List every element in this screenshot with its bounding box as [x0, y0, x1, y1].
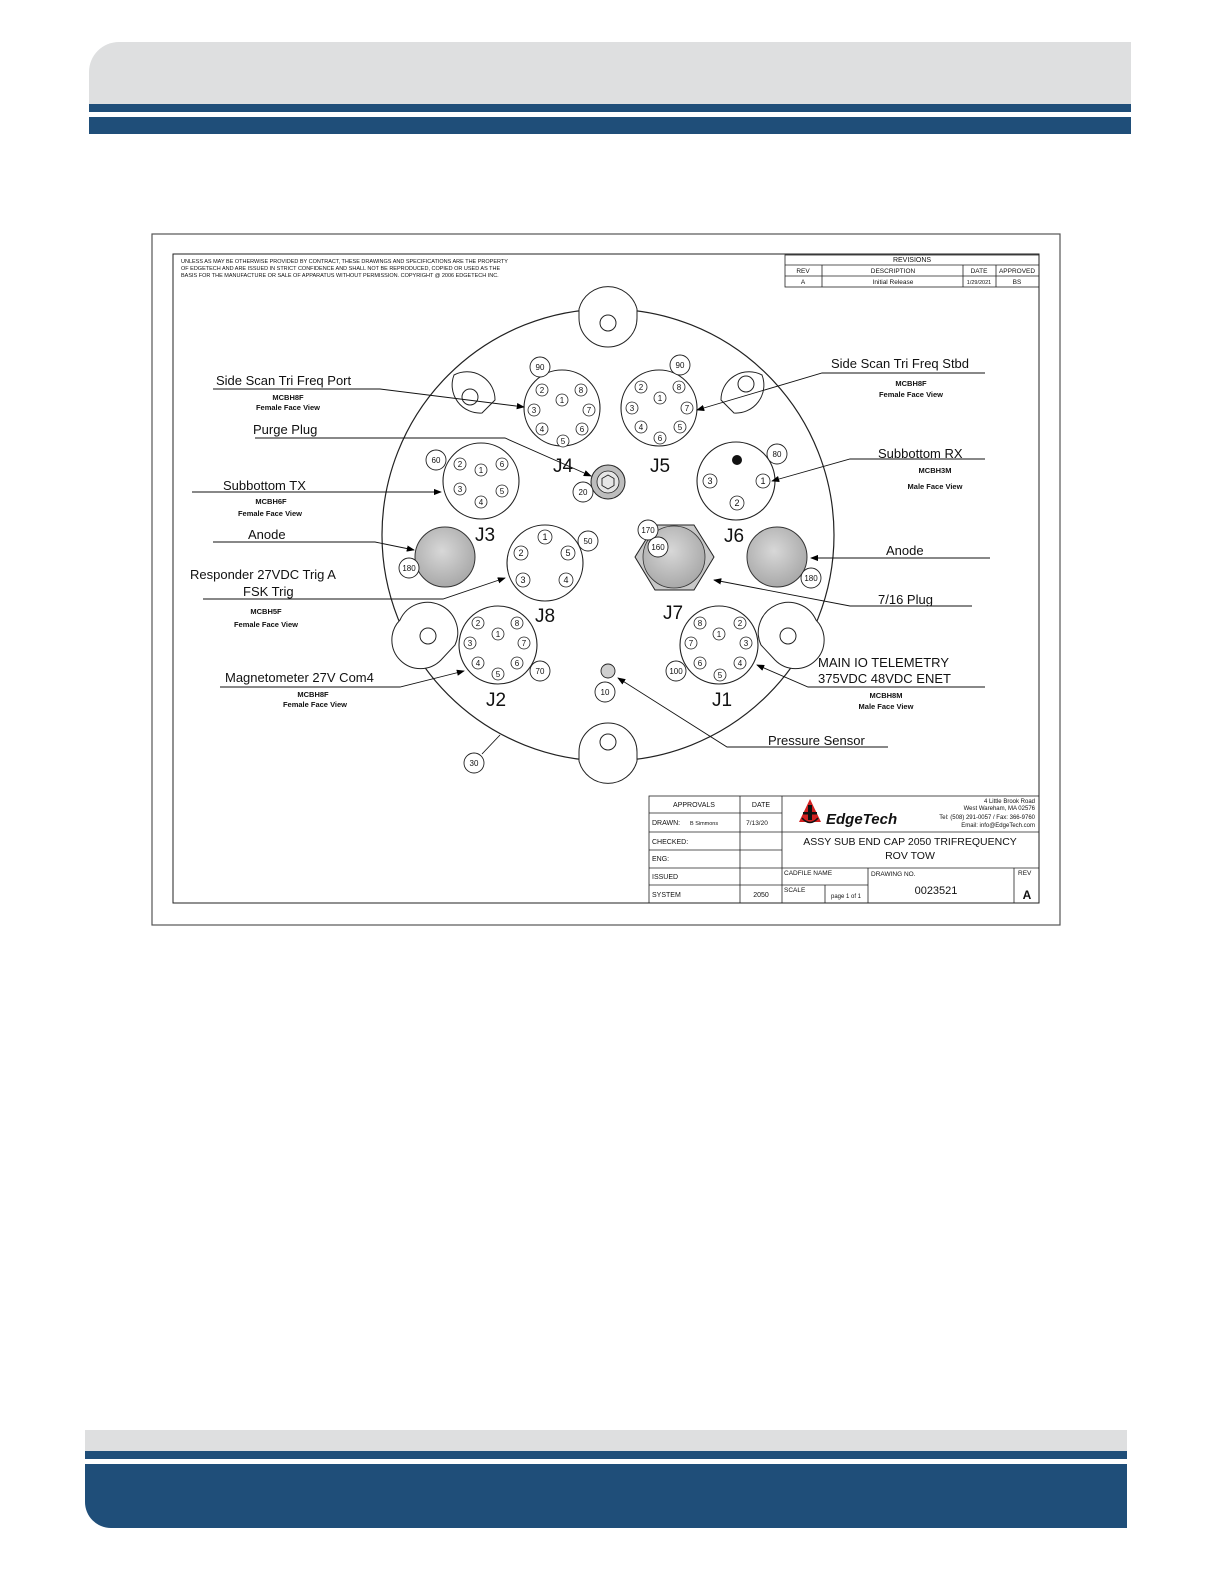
- address-line-2: West Wareham, MA 02576: [963, 806, 1035, 812]
- j3-pin: 3: [457, 485, 463, 494]
- description-cell: Initial Release: [872, 279, 914, 286]
- j7-label: J7: [662, 603, 684, 624]
- side-scan-port-title: Side Scan Tri Freq Port: [216, 373, 352, 388]
- anode-left: [415, 527, 475, 587]
- copyright-line-1: UNLESS AS MAY BE OTHERWISE PROVIDED BY CONTRACT, THESE DRAWINGS AND SPECIFICATIONS ARE THE PROPERTY: [181, 259, 508, 265]
- j2-pin: 3: [467, 639, 473, 648]
- magnetometer-title: Magnetometer 27V Com4: [225, 670, 374, 685]
- j5-pin: 6: [657, 434, 663, 443]
- j2-pin: 4: [475, 659, 481, 668]
- page-number: page 1 of 1: [830, 894, 862, 900]
- eng-label: ENG:: [652, 856, 670, 863]
- approvals-header: APPROVALS: [673, 802, 715, 809]
- balloon-pressure: 10: [600, 688, 610, 697]
- balloon-j8: 50: [583, 537, 593, 546]
- address-line-1: 4 Little Brook Road: [983, 799, 1035, 805]
- balloon-anode-right: 180: [804, 574, 818, 583]
- j4-label: J4: [552, 456, 574, 477]
- balloon-j2: 70: [535, 667, 545, 676]
- header-stripe: [89, 104, 1131, 112]
- revisions-title: REVISIONS: [892, 257, 932, 264]
- j2-pin: 7: [521, 639, 527, 648]
- copyright-line-3: BASIS FOR THE MANUFACTURE OR SALE OF APPARATUS WITHOUT PERMISSION. COPYRIGHT @ 2006 EDGETECH INC.: [181, 273, 499, 279]
- responder-title-line2: FSK Trig: [243, 584, 294, 599]
- anode-left-title: Anode: [248, 527, 286, 542]
- j4-pin: 2: [539, 386, 545, 395]
- cadfile-label: CADFILE NAME: [784, 870, 833, 877]
- j3-pin: 6: [499, 460, 505, 469]
- side-scan-port-part: MCBH8F: [272, 393, 304, 402]
- address-line-3: Tel: (508) 291-0057 / Fax: 366-9760: [939, 815, 1035, 821]
- j4-pin: 4: [539, 425, 545, 434]
- j3-pin: 4: [478, 498, 484, 507]
- j8-pin: 2: [518, 548, 524, 558]
- j3-pin: 1: [478, 466, 484, 475]
- main-io-title-line1: MAIN IO TELEMETRY: [818, 655, 949, 670]
- j5-label: J5: [649, 456, 671, 477]
- scale-label: SCALE: [784, 887, 806, 894]
- side-scan-stbd-view: Female Face View: [878, 390, 944, 399]
- j1-label: J1: [711, 690, 733, 711]
- j1-pin: 5: [717, 671, 723, 680]
- balloon-endcap: 30: [469, 759, 479, 768]
- engineering-drawing: [151, 233, 1061, 926]
- j8-label: J8: [534, 606, 556, 627]
- anode-right-title: Anode: [886, 543, 924, 558]
- system-label: SYSTEM: [652, 892, 681, 899]
- j2-pin: 6: [514, 659, 520, 668]
- responder-view: Female Face View: [233, 620, 299, 629]
- responder-title-line1: Responder 27VDC Trig A: [190, 567, 336, 582]
- checked-label: CHECKED:: [652, 839, 689, 846]
- j1-pin: 8: [697, 619, 703, 628]
- approved-header: APPROVED: [998, 268, 1036, 275]
- subbottom-rx-title: Subbottom RX: [878, 446, 963, 461]
- j4-pin: 7: [586, 406, 592, 415]
- date-header: DATE: [970, 268, 988, 275]
- balloon-j1: 100: [669, 667, 683, 676]
- balloon-j7b: 160: [651, 543, 665, 552]
- rev-header: REV: [796, 268, 810, 275]
- responder-part: MCBH5F: [250, 607, 282, 616]
- purge-plug-title: Purge Plug: [253, 422, 318, 437]
- j5-pin: 2: [638, 383, 644, 392]
- balloon-j5: 90: [675, 361, 685, 370]
- balloon-anode-left: 180: [402, 564, 416, 573]
- balloon-j7a: 170: [641, 526, 655, 535]
- j4-pin: 1: [559, 396, 565, 405]
- j3-pin: 2: [457, 460, 463, 469]
- j4-pin: 3: [531, 406, 537, 415]
- drawing-no-label: DRAWING NO.: [871, 871, 916, 878]
- date-header-tb: DATE: [751, 802, 771, 809]
- copyright-line-2: OF EDGETECH AND ARE ISSUED IN STRICT CONFIDENCE AND SHALL NOT BE REPRODUCED, COPIED OR USED AS THE: [181, 266, 501, 272]
- side-scan-port-view: Female Face View: [255, 403, 321, 412]
- drawing-number: 0023521: [914, 885, 958, 897]
- j8-pin: 5: [565, 548, 571, 558]
- drawing-title-line1: ASSY SUB END CAP 2050 TRIFREQUENCY: [803, 836, 1017, 848]
- balloon-purge: 20: [578, 488, 588, 497]
- magnetometer-part: MCBH8F: [297, 690, 329, 699]
- pressure-sensor-title: Pressure Sensor: [768, 733, 865, 748]
- balloon-j6: 80: [772, 450, 782, 459]
- j2-pin: 8: [514, 619, 520, 628]
- rev-value: A: [1022, 888, 1032, 902]
- j2-pin: 2: [475, 619, 481, 628]
- j2-pin: 1: [495, 630, 501, 639]
- drawn-label: DRAWN:: [652, 820, 681, 827]
- j6-label: J6: [723, 526, 745, 547]
- side-scan-stbd-part: MCBH8F: [895, 379, 927, 388]
- balloon-j4: 90: [535, 363, 545, 372]
- j3-pin: 5: [499, 487, 505, 496]
- subbottom-tx-part: MCBH6F: [255, 497, 287, 506]
- magnetometer-view: Female Face View: [282, 700, 348, 709]
- purge-plug: [591, 465, 625, 499]
- balloon-j3: 60: [431, 456, 441, 465]
- drawn-name: B Simmons: [690, 821, 719, 827]
- j5-pin: 1: [657, 394, 663, 403]
- approved-cell: BS: [1012, 279, 1022, 286]
- j8-pin: 1: [542, 532, 548, 542]
- rev-label: REV: [1018, 870, 1032, 877]
- subbottom-rx-part: MCBH3M: [918, 466, 952, 475]
- subbottom-rx-view: Male Face View: [907, 482, 963, 491]
- company-name: EdgeTech: [826, 811, 898, 828]
- j5-pin: 5: [677, 423, 683, 432]
- j2-label: J2: [485, 690, 507, 711]
- rev-cell: A: [800, 279, 806, 286]
- j3-label: J3: [474, 525, 496, 546]
- issued-label: ISSUED: [652, 874, 679, 881]
- drawing-title-line2: ROV TOW: [885, 850, 935, 862]
- j6-pin: 2: [734, 498, 740, 508]
- j1-pin: 4: [737, 659, 743, 668]
- j5-pin: 7: [684, 404, 690, 413]
- j5-pin: 8: [676, 383, 682, 392]
- system-value: 2050: [753, 892, 769, 899]
- j1-pin: 1: [716, 630, 722, 639]
- j2-pin: 5: [495, 670, 501, 679]
- main-io-view: Male Face View: [858, 702, 914, 711]
- j6-key-dot: [732, 455, 742, 465]
- j8-pin: 4: [563, 575, 569, 585]
- main-io-title-line2: 375VDC 48VDC ENET: [818, 671, 951, 686]
- footer-band: [85, 1430, 1127, 1451]
- j6-pin: 3: [707, 476, 713, 486]
- j4-pin: 8: [578, 386, 584, 395]
- plug-716-title: 7/16 Plug: [878, 592, 933, 607]
- j5-pin: 4: [638, 423, 644, 432]
- j1-pin: 3: [743, 639, 749, 648]
- main-io-part: MCBH8M: [869, 691, 903, 700]
- j4-pin: 5: [560, 437, 566, 446]
- drawn-date: 7/13/20: [746, 820, 768, 827]
- date-cell: 1/29/2021: [966, 280, 992, 286]
- j1-pin: 6: [697, 659, 703, 668]
- j5-pin: 3: [629, 404, 635, 413]
- pressure-sensor: [601, 664, 615, 678]
- header-band: [89, 42, 1131, 104]
- footer-stripe: [85, 1451, 1127, 1459]
- side-scan-stbd-title: Side Scan Tri Freq Stbd: [831, 356, 970, 371]
- header-stripe-bottom: [89, 117, 1131, 134]
- j6-pin: 1: [760, 476, 766, 486]
- j4-pin: 6: [579, 425, 585, 434]
- subbottom-tx-title: Subbottom TX: [223, 478, 306, 493]
- j1-pin: 7: [688, 639, 694, 648]
- j1-pin: 2: [737, 619, 743, 628]
- anode-right: [747, 527, 807, 587]
- address-line-4: Email: info@EdgeTech.com: [961, 823, 1035, 829]
- subbottom-tx-view: Female Face View: [237, 509, 303, 518]
- description-header: DESCRIPTION: [870, 268, 916, 275]
- footer-bar: [85, 1464, 1127, 1528]
- j8-pin: 3: [520, 575, 526, 585]
